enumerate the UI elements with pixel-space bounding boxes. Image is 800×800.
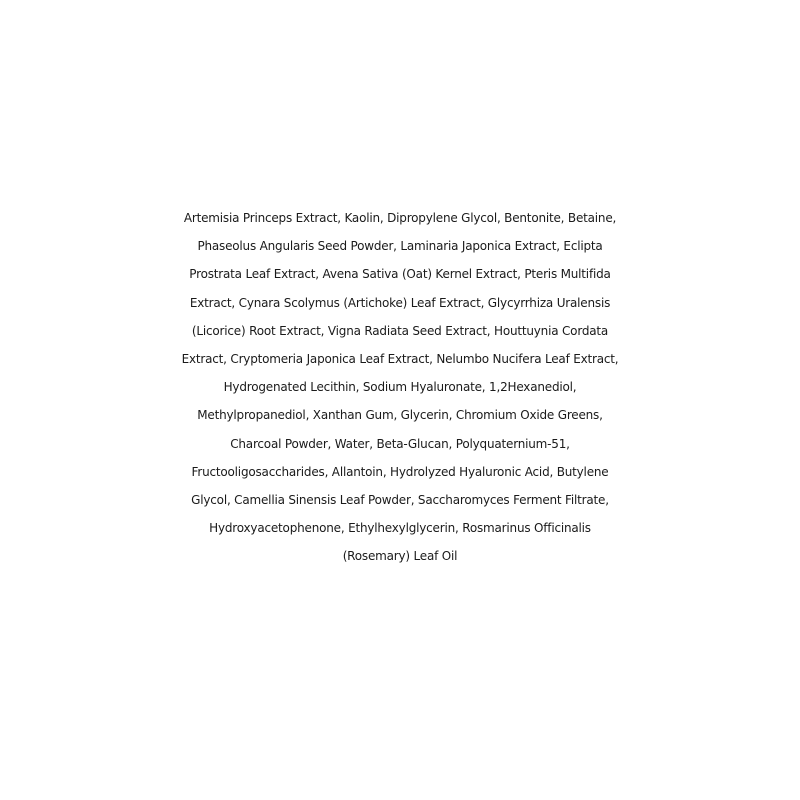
ingredients-list [0,204,800,571]
ingredients-line: Extract, Cryptomeria Japonica Leaf Extract, Nelumbo Nucifera Leaf Extract, [181,352,619,367]
ingredients-line: Phaseolus Angularis Seed Powder, Laminaria Japonica Extract, Eclipta [197,239,603,254]
ingredients-line: Extract, Cynara Scolymus (Artichoke) Leaf Extract, Glycyrrhiza Uralensis [189,295,611,310]
ingredients-line: Glycol, Camellia Sinensis Leaf Powder, Saccharomyces Ferment Filtrate, [191,493,609,508]
ingredients-line: (Licorice) Root Extract, Vigna Radiata Seed Extract, Houttuynia Cordata [191,323,609,338]
ingredients-line: Prostrata Leaf Extract, Avena Sativa (Oat) Kernel Extract, Pteris Multifida [189,267,611,282]
ingredients-line: Hydrogenated Lecithin, Sodium Hyaluronate, 1,2Hexanediol, [223,380,577,395]
ingredients-line: Charcoal Powder, Water, Beta-Glucan, Polyquaternium-51, [230,436,570,451]
ingredients-line: Fructooligosaccharides, Allantoin, Hydrolyzed Hyaluronic Acid, Butylene [191,464,609,479]
ingredients-line: Hydroxyacetophenone, Ethylhexylglycerin, Rosmarinus Officinalis [209,521,591,536]
ingredients-line: Methylpropanediol, Xanthan Gum, Glycerin, Chromium Oxide Greens, [197,408,603,423]
ingredients-line: (Rosemary) Leaf Oil [342,549,458,564]
ingredients-line: Artemisia Princeps Extract, Kaolin, Dipropylene Glycol, Bentonite, Betaine, [183,211,617,225]
